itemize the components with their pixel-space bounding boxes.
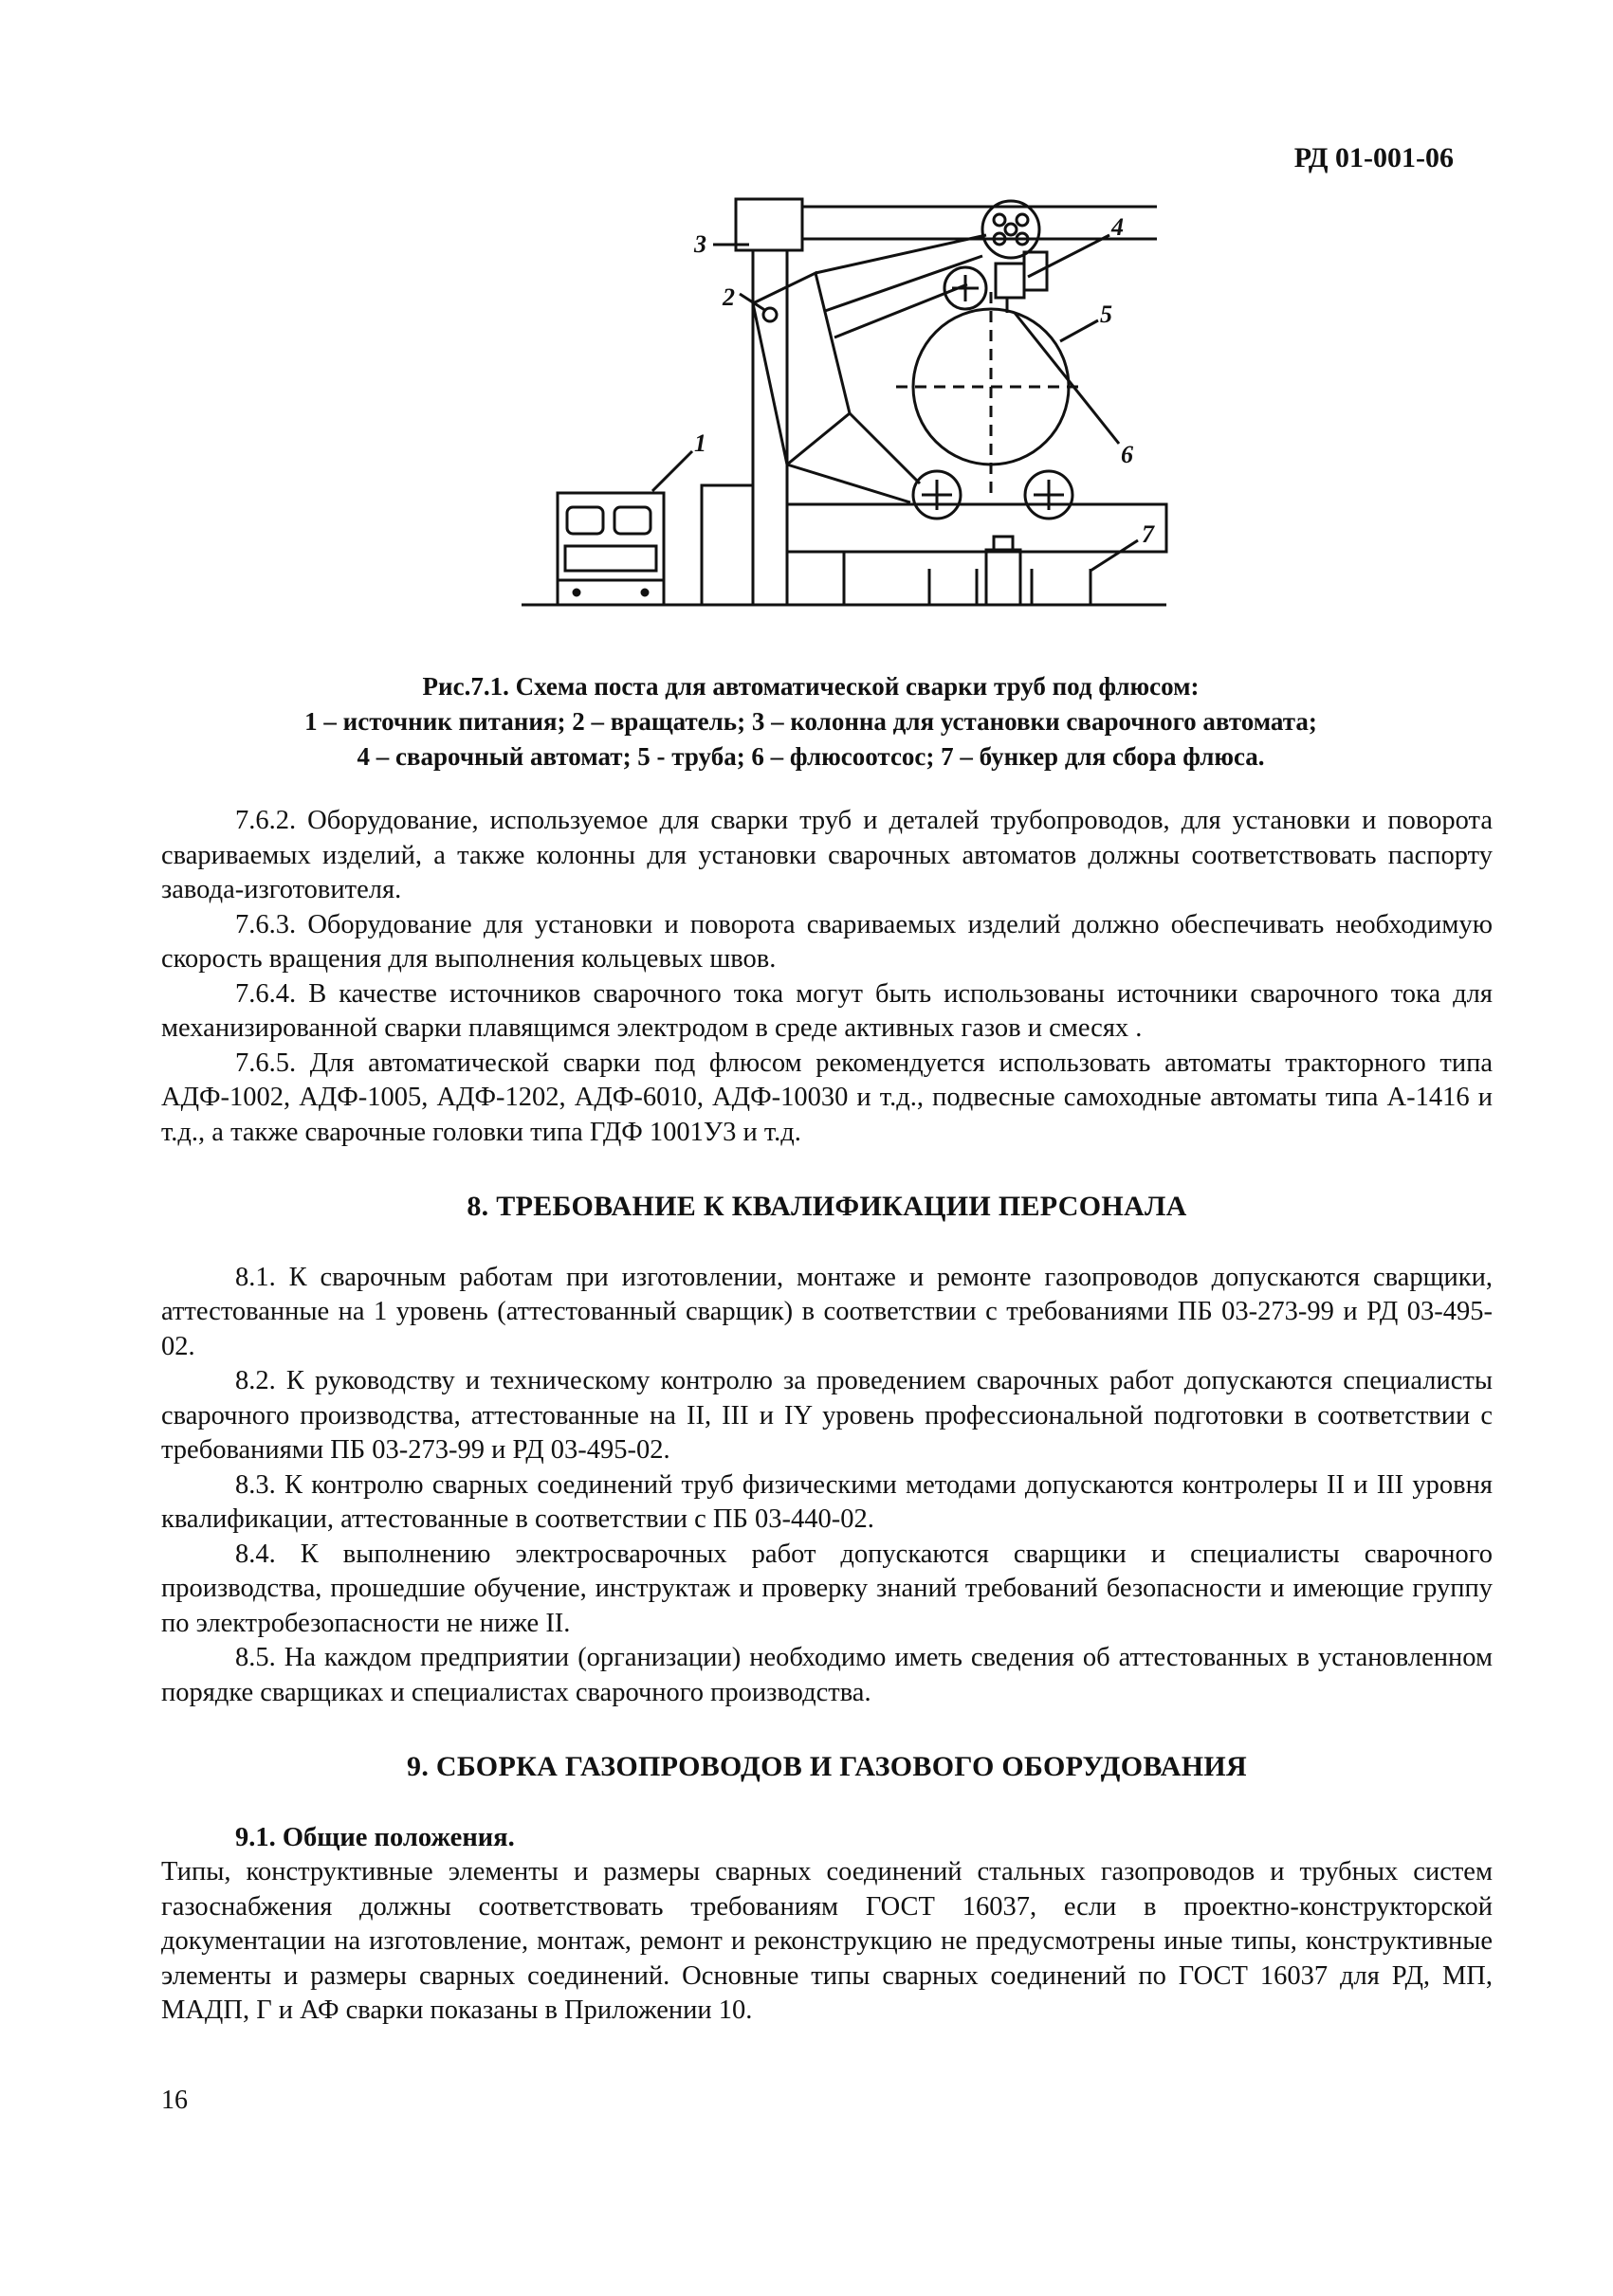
paragraph-9-1: Типы, конструктивные элементы и размеры сварных соединений стальных газопроводов и трубных систем газоснабжения должны соответствовать требованиям ГОСТ 16037, если в проектно-конструкторской документации на изготовление, монтаж, ремонт и реконструкцию не предусмотрены иные типы, конструктивные элементы и размеры сварных соединений. Основные типы сварных соединений по ГОСТ 16037 для РД, МП, МАДП, Г и АФ сварки показаны в Приложении 10.: [161, 1857, 1493, 2025]
welding-station-figure: [512, 190, 1233, 626]
callout-1: 1: [694, 429, 706, 457]
document-code: РД 01-001-06: [1293, 142, 1454, 173]
callout-4: 4: [1111, 213, 1124, 241]
figure-caption: [161, 669, 1460, 774]
subsection-9-1-heading: 9.1. Общие положения.: [235, 1822, 515, 1852]
power-source-panel-right: [614, 507, 651, 534]
page-number: 16: [161, 2086, 188, 2115]
bed-rail: [787, 504, 1166, 552]
column-shaft: [753, 250, 787, 605]
callout-7: 7: [1142, 520, 1154, 548]
paragraph-8-5: 8.5. На каждом предприятии (организации) необходимо иметь сведения об аттестованных в установленном порядке сварщиках и специалистах сварочного производства.: [161, 1643, 1493, 1707]
callout-2: 2: [723, 283, 735, 311]
column-head: [736, 199, 802, 250]
flux-bin-left: [929, 569, 977, 605]
callout-6: 6: [1121, 441, 1133, 468]
caption-title: Рис.7.1. Схема поста для автоматической сварки труб под флюсом:: [422, 672, 1200, 701]
power-source-vent: [565, 546, 656, 571]
caption-legend-line-2: 4 – сварочный автомат; 5 - труба; 6 – флюсоотсос; 7 – бункер для сбора флюса.: [357, 742, 1265, 771]
wire-reel: [982, 201, 1039, 258]
paragraph-7-6-3: 7.6.3. Оборудование для установки и поворота свариваемых изделий должно обеспечивать необходимую скорость вращения для выполнения кольцевых швов.: [161, 909, 1493, 974]
rotator-arm: [753, 273, 850, 465]
document-body: [161, 804, 1493, 2029]
paragraph-7-6-2: 7.6.2. Оборудование, используемое для сварки труб и деталей трубопроводов, для установки и поворота свариваемых изделий, а также колонны для установки сварочных автоматов должны соответствовать паспорту завода-изготовителя.: [161, 806, 1493, 904]
paragraph-7-6-5: 7.6.5. Для автоматической сварки под флюсом рекомендуется использовать автоматы тракторного типа АДФ-1002, АДФ-1005, АДФ-1202, АДФ-6010, АДФ-10030 и т.д., подвесные самоходные автоматы типа А-1416 и т.д., а также сварочные головки типа ГДФ 1001У3 и т.д.: [161, 1048, 1493, 1147]
paragraph-8-1: 8.1. К сварочным работам при изготовлении, монтаже и ремонте газопроводов допускаются сварщики, аттестованные на 1 уровень (аттестованный сварщик) в соответствии с требованиями ПБ 03-273-99 и РД 03-495-02.: [161, 1262, 1493, 1361]
welding-head: [996, 264, 1024, 298]
paragraph-8-4: 8.4. К выполнению электросварочных работ допускаются сварщики и специалисты сварочного производства, прошедшие обучение, инструктаж и проверку знаний требований безопасности и имеющие группу по электробезопасности не ниже II.: [161, 1539, 1493, 1638]
flux-column: [986, 550, 1020, 605]
power-source-panel-left: [567, 507, 603, 534]
paragraph-8-3: 8.3. К контролю сварных соединений труб физическими методами допускаются контролеры II и III уровня квалификации, аттестованные в соответствии с ПБ 03-440-02.: [161, 1469, 1493, 1534]
paragraph-8-2: 8.2. К руководству и техническому контролю за проведением сварочных работ допускаются специалисты сварочного производства, аттестованные на II, III и IY уровень профессиональной подготовки в соответствии с требованиями ПБ 03-273-99 и РД 03-495-02.: [161, 1366, 1493, 1465]
flux-bin-right: [1032, 569, 1091, 605]
callout-5: 5: [1100, 301, 1112, 328]
welding-station-diagram: [512, 190, 1233, 626]
rotator-base: [702, 485, 753, 605]
section-8-heading: 8. ТРЕБОВАНИЕ К КВАЛИФИКАЦИИ ПЕРСОНАЛА: [467, 1191, 1187, 1222]
section-9-heading: 9. СБОРКА ГАЗОПРОВОДОВ И ГАЗОВОГО ОБОРУДОВАНИЯ: [407, 1751, 1247, 1782]
caption-legend-line-1: 1 – источник питания; 2 – вращатель; 3 – колонна для установки сварочного автомата;: [304, 707, 1317, 736]
callout-3: 3: [694, 230, 706, 258]
paragraph-7-6-4: 7.6.4. В качестве источников сварочного тока могут быть использованы источники сварочного тока для механизированной сварки плавящимся электродом в среде активных газов и смесях .: [161, 978, 1493, 1043]
